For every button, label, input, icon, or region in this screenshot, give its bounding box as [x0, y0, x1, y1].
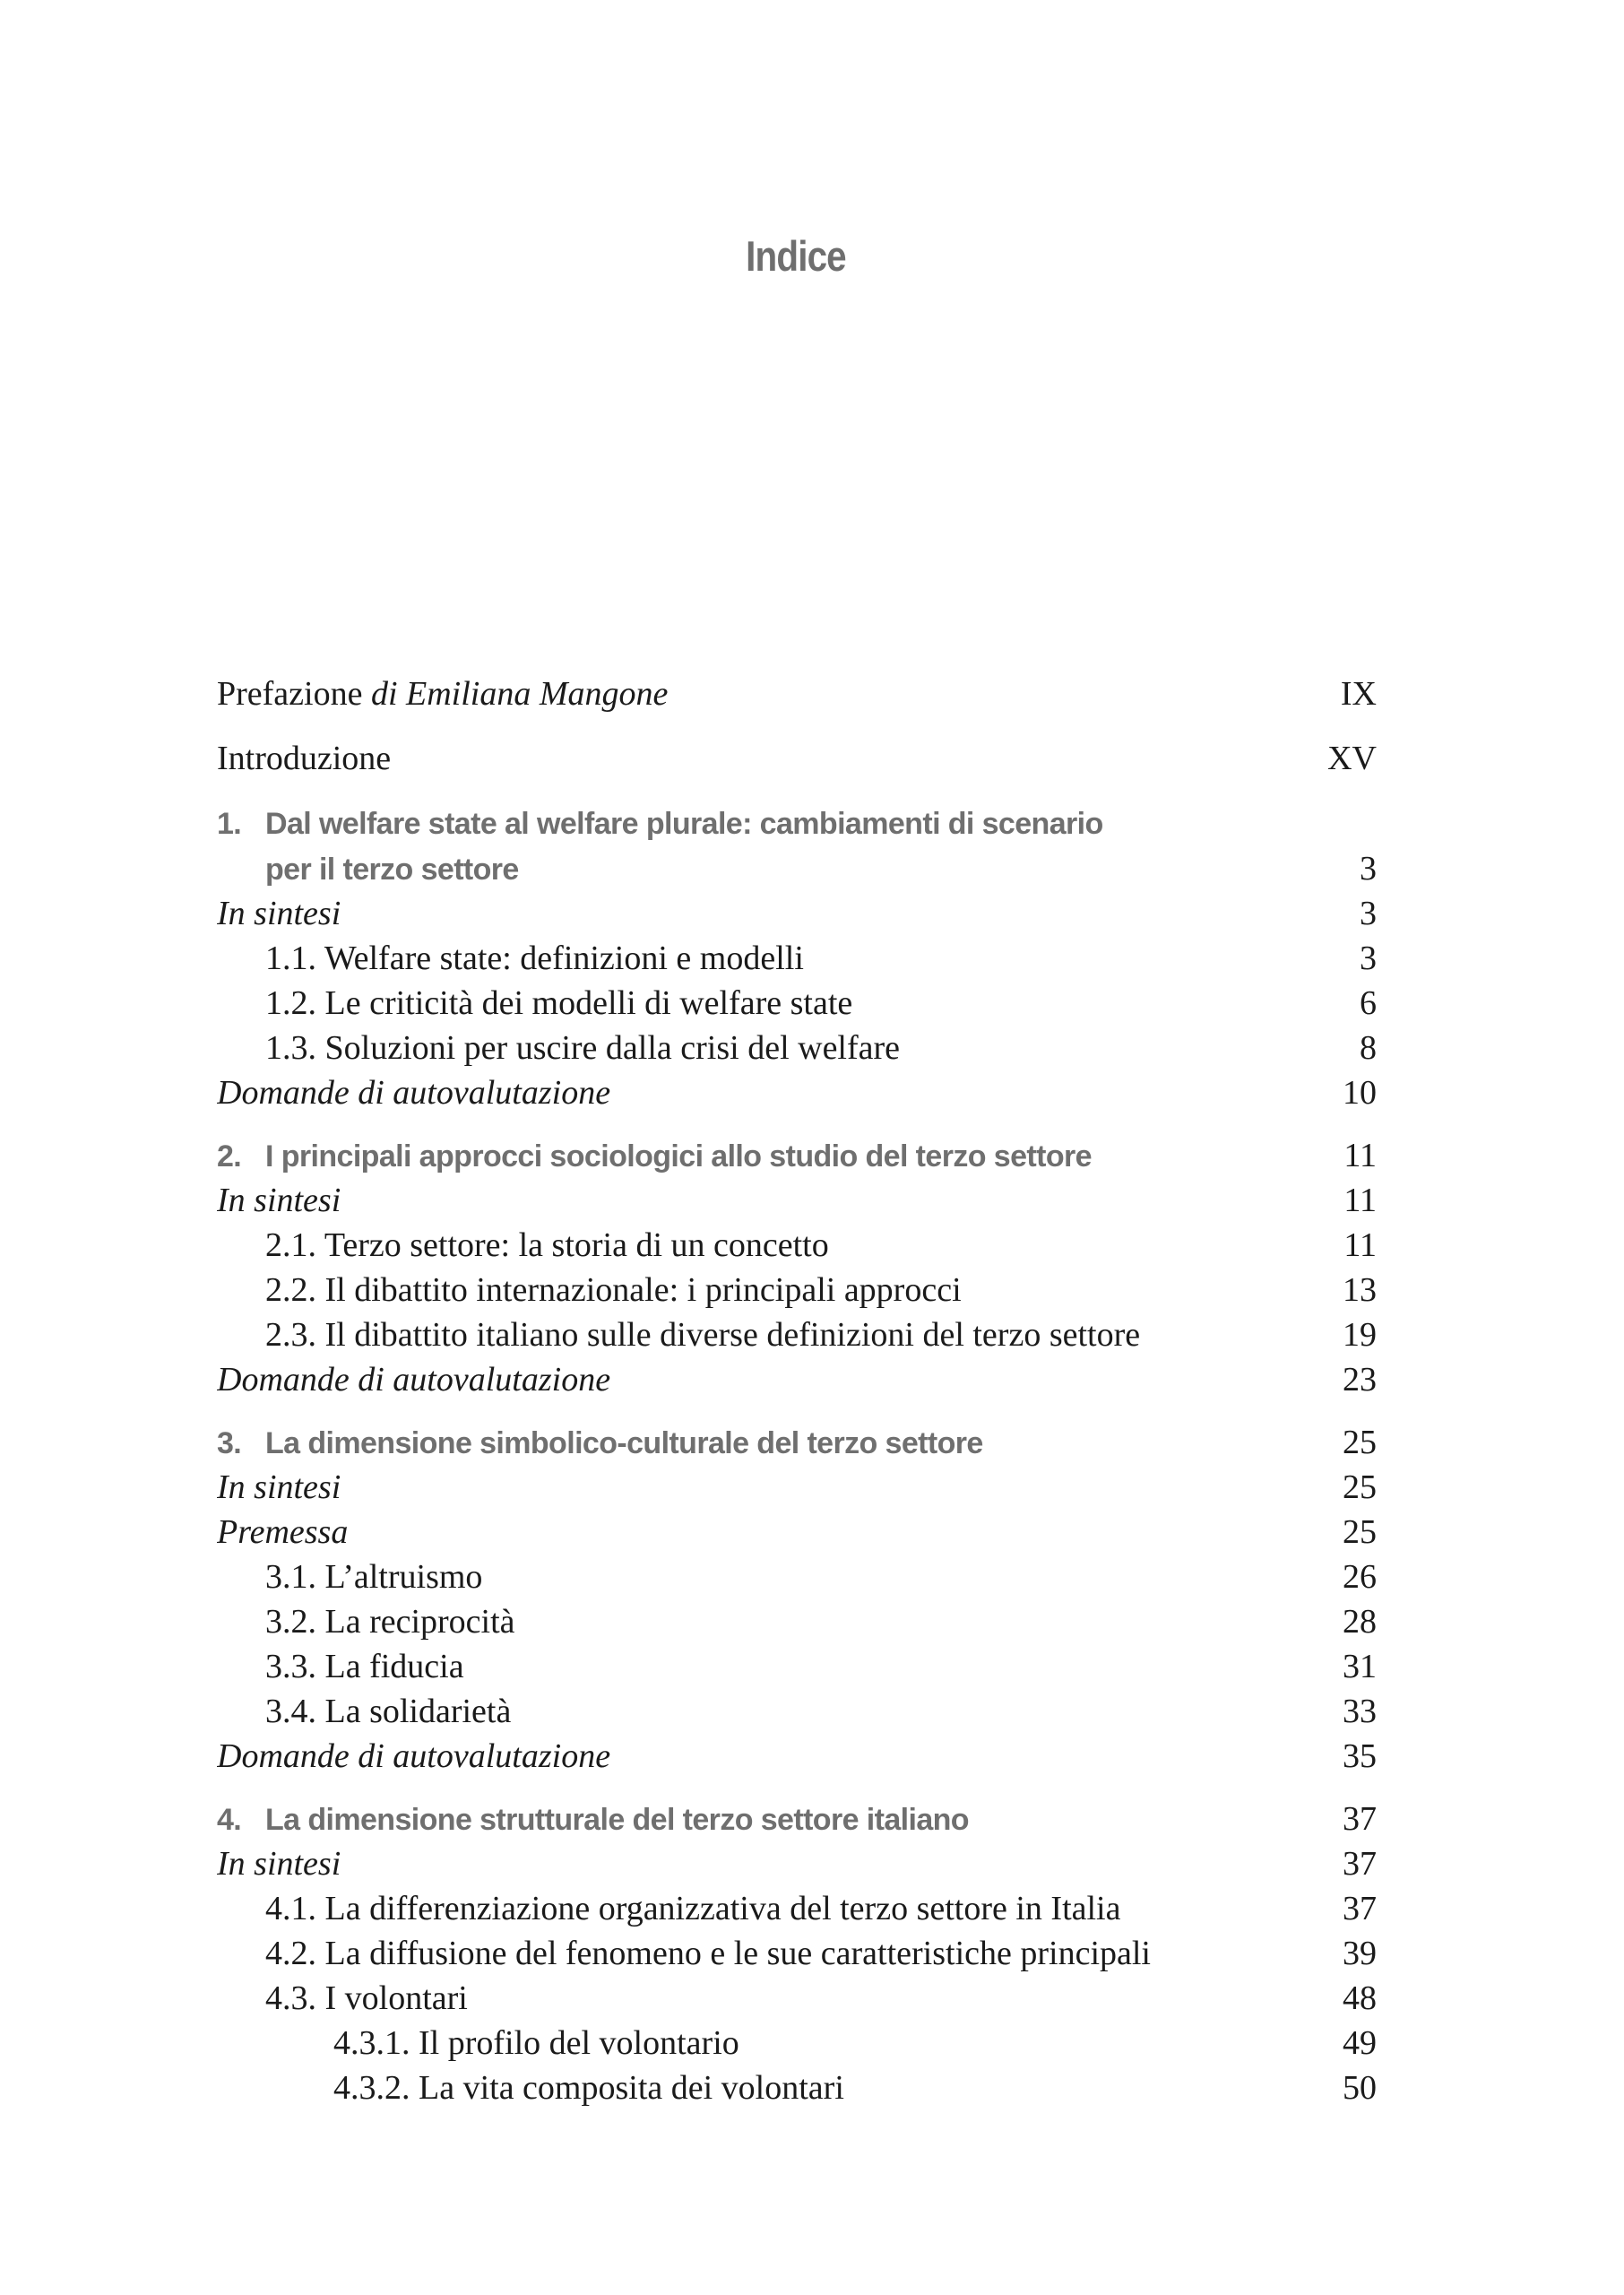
toc-entry-subsection: 4.3.2. La vita composita dei volontari 50: [217, 2066, 1377, 2110]
page-number: 3: [1360, 895, 1377, 932]
chapter-title: La dimensione simbolico-culturale del terzo settore: [265, 1426, 983, 1460]
chapter-heading-1: [217, 801, 1377, 846]
page-number: 37: [1343, 1845, 1377, 1883]
page-number: 25: [1343, 1468, 1377, 1506]
page-number: 48: [1343, 1979, 1377, 2017]
toc-entry-section: 4.1. La differenziazione organizzativa del terzo settore in Italia 37: [217, 1886, 1377, 1931]
entry-label: Introduzione: [217, 740, 392, 777]
page-number: 11: [1343, 1137, 1377, 1174]
page-number: 25: [1343, 1424, 1377, 1461]
toc-entry-in-sintesi: In sintesi 25: [217, 1465, 1377, 1510]
page-number: 31: [1343, 1648, 1377, 1685]
page-number: 25: [1343, 1513, 1377, 1551]
entry-author: di Emiliana Mangone: [370, 675, 669, 713]
page-number: 11: [1343, 1226, 1377, 1264]
toc-entry-section: 4.3. I volontari 48: [217, 1976, 1377, 2021]
chapter-title: Dal welfare state al welfare plurale: cambiamenti di scenario: [265, 807, 1103, 841]
page-number: 19: [1343, 1316, 1377, 1354]
chapter-number: 2.: [217, 1139, 242, 1173]
toc-entry-in-sintesi: In sintesi 11: [217, 1178, 1377, 1223]
toc-entry-section: 1.2. Le criticità dei modelli di welfare state 6: [217, 981, 1377, 1026]
chapter-heading-4: [217, 1797, 1377, 1841]
page-number: 13: [1343, 1271, 1377, 1309]
table-of-contents: [217, 662, 1377, 2110]
page-number: 3: [1360, 850, 1377, 888]
chapter-title: La dimensione strutturale del terzo settore italiano: [265, 1803, 969, 1837]
toc-entry-section: 1.3. Soluzioni per uscire dalla crisi del welfare 8: [217, 1026, 1377, 1070]
toc-entry-in-sintesi: In sintesi 3: [217, 891, 1377, 936]
toc-entry-in-sintesi: In sintesi 37: [217, 1841, 1377, 1886]
toc-entry-section: 2.3. Il dibattito italiano sulle diverse definizioni del terzo settore 19: [217, 1312, 1377, 1357]
toc-entry-domande: Domande di autovalutazione 35: [217, 1734, 1377, 1779]
page-number: 10: [1343, 1074, 1377, 1112]
toc-entry-subsection: 4.3.1. Il profilo del volontario 49: [217, 2021, 1377, 2066]
toc-entry-section: 2.1. Terzo settore: la storia di un concetto 11: [217, 1223, 1377, 1268]
page-number: 37: [1343, 1800, 1377, 1838]
page-number: 33: [1343, 1693, 1377, 1730]
chapter-title: I principali approcci sociologici allo studio del terzo settore: [265, 1139, 1092, 1173]
toc-entry-section: 4.2. La diffusione del fenomeno e le sue caratteristiche principali 39: [217, 1931, 1377, 1976]
chapter-title-cont: per il terzo settore: [265, 853, 519, 887]
page-number: 3: [1360, 940, 1377, 977]
chapter-heading-1-cont: [217, 846, 1377, 891]
chapter-heading-2: [217, 1133, 1377, 1178]
toc-entry-domande: Domande di autovalutazione 23: [217, 1357, 1377, 1402]
chapter-number: 3.: [217, 1426, 242, 1460]
entry-label: Prefazione: [217, 675, 363, 713]
toc-entry-section: 3.4. La solidarietà 33: [217, 1689, 1377, 1734]
toc-entry-section: 2.2. Il dibattito internazionale: i principali approcci 13: [217, 1268, 1377, 1312]
page-number: 49: [1343, 2024, 1377, 2062]
page-title: Indice: [746, 232, 846, 280]
toc-entry-section: 3.2. La reciprocità 28: [217, 1599, 1377, 1644]
page-number: 8: [1360, 1029, 1377, 1067]
chapter-number: 4.: [217, 1803, 242, 1837]
toc-entry-introduzione: [217, 726, 1377, 791]
toc-entry-section: 3.3. La fiducia 31: [217, 1644, 1377, 1689]
toc-entry-section: 3.1. L’altruismo 26: [217, 1555, 1377, 1599]
toc-entry-premessa: Premessa 25: [217, 1510, 1377, 1555]
page-number: 39: [1343, 1935, 1377, 1972]
page-number: 11: [1343, 1182, 1377, 1219]
page-number: 50: [1343, 2069, 1377, 2107]
page-number: 35: [1343, 1737, 1377, 1775]
page-number: 6: [1360, 984, 1377, 1022]
page-number: 23: [1343, 1361, 1377, 1399]
chapter-heading-3: [217, 1420, 1377, 1465]
page-number: 28: [1343, 1603, 1377, 1641]
chapter-number: 1.: [217, 807, 242, 841]
page-number: 37: [1343, 1890, 1377, 1927]
page-number: XV: [1327, 740, 1377, 777]
toc-entry-section: 1.1. Welfare state: definizioni e modelli 3: [217, 936, 1377, 981]
toc-entry-prefazione: [217, 662, 1377, 726]
toc-entry-domande: Domande di autovalutazione 10: [217, 1070, 1377, 1115]
page-number: 26: [1343, 1558, 1377, 1596]
page-number: IX: [1340, 675, 1377, 713]
